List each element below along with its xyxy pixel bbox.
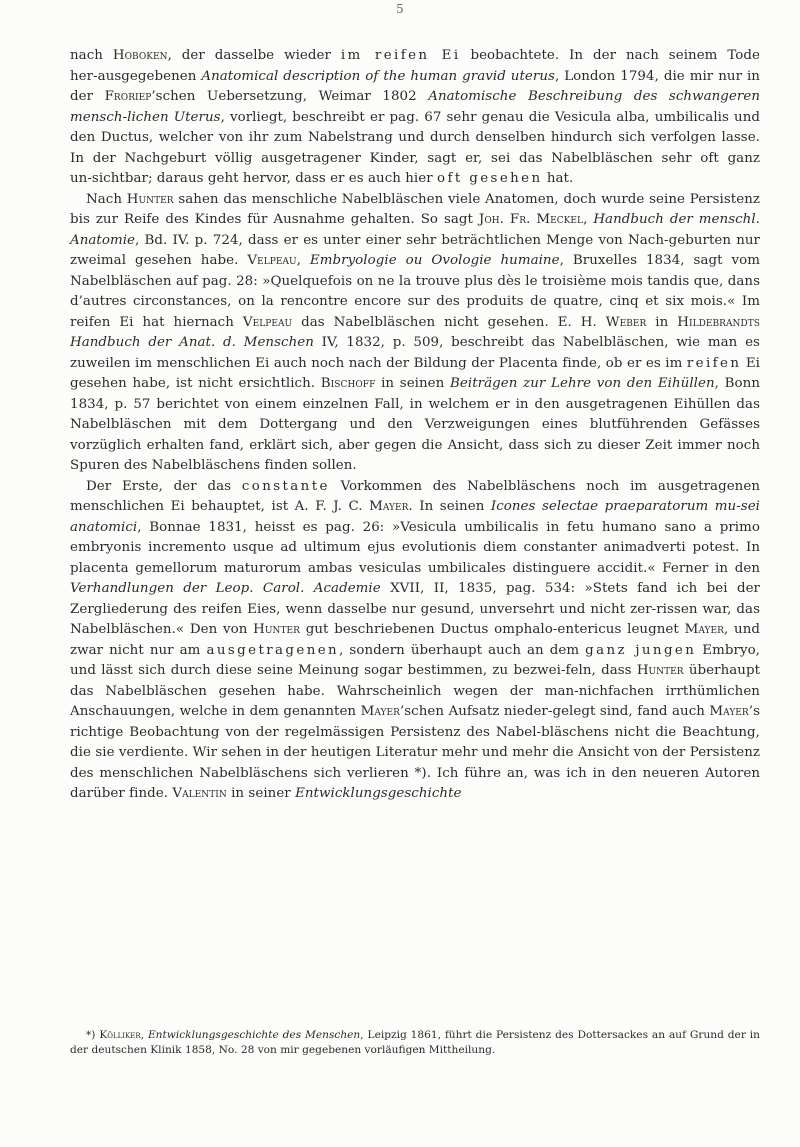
text-run: , Bruxelles 1834, sagt vom Nabelbläschen auf pag. 28: »Quelquefois on ne la trouve plus dès le troisième mois tandis que, dans d’autres circonstances, on la rencontre encore sur des produits de quatre, cinq et six mois.« Im reifen Ei hat hiernach xyxy=(70,253,760,330)
name-smallcaps: Mayer xyxy=(709,704,749,719)
name-smallcaps: Velpeau xyxy=(247,253,297,268)
text-run: Ei gesehen habe, ist nicht ersichtlich. xyxy=(70,355,760,391)
text-run: . In seinen xyxy=(408,499,491,514)
text-run: gut beschriebenen Ductus omphalo‑entericus leugnet xyxy=(299,622,685,637)
name-smallcaps: Bischoff xyxy=(320,376,376,391)
italic-text: Embryologie ou Ovologie humaine xyxy=(309,253,560,268)
name-smallcaps: Hildebrandts xyxy=(677,314,760,330)
italic-text: Entwicklungsgeschichte des Menschen xyxy=(147,1029,361,1041)
paragraph xyxy=(70,190,760,477)
italic-text: Verhandlungen der Leop. Carol. Academie xyxy=(70,581,381,596)
text-run: ’s richtige Beobachtung von der regelmässigen Persistenz des Nabel‑bläschens nicht die Beachtung, die sie verdiente. Wir sehen in der heutigen Literatur mehr und mehr die Ansicht von der Persistenz des menschlichen Nabelbläschens sich verlieren *). Ich führe an, was ich in den neueren Autoren darüber finde. xyxy=(70,704,760,801)
paragraph xyxy=(70,46,760,190)
name-smallcaps: Mayer xyxy=(369,499,409,514)
text-run: IV, 1832, p. 509, beschreibt das Nabelbläschen, wie man es zuweilen im menschlichen Ei auch noch nach der Bildung der Placenta finde, ob er es im xyxy=(70,335,760,371)
name-smallcaps: Weber xyxy=(605,314,647,330)
italic-text: Handbuch der Anat. d. Menschen xyxy=(70,335,314,350)
spaced-emphasis: ganz jungen xyxy=(585,642,697,658)
spaced-emphasis: reifen xyxy=(686,355,742,371)
text-run: , Bonnae 1831, heisst es pag. 26: »Vesicula umbilicalis in fetu humano sano a primo embryonis incremento usque ad ultimum ejus evolutionis diem constanter animadverti potest. In placenta gemellorum maturorum ambas vesiculas umbilicales distinguere accidit.« Ferner in den xyxy=(70,519,760,576)
name-smallcaps: Mayer xyxy=(684,622,724,637)
text-run: , xyxy=(583,212,594,227)
italic-text: Anatomische Beschreibung des schwangeren mensch‑lichen Uterus xyxy=(70,89,760,125)
name-smallcaps: Valentin xyxy=(172,786,227,801)
text-run: , vorliegt, beschreibt er pag. 67 sehr genau die Vesicula alba, umbilicalis und den Ductus, welcher von ihr zum Nabelstrang und durch denselben hindurch sich verfolgen lasse. In der Nachgeburt völlig ausgetragener Kinder, sagt er, sei das Nabelbläschen sehr oft ganz un‑sichtbar; daraus geht hervor, dass er es auch hier xyxy=(70,109,761,186)
text-run: Vorkommen des Nabelbläschens noch im ausgetragenen menschlichen Ei behauptet, ist A. F. J. C. xyxy=(70,478,760,514)
text-run: XVII, II, 1835, pag. 534: »Stets fand ich bei der Zergliederung des reifen Eies, wenn dasselbe nur gesund, unversehrt und nicht zer‑rissen war, das Nabelbläschen.« Den von xyxy=(70,581,760,637)
body-text xyxy=(70,46,760,805)
italic-text: Handbuch der menschl. Anatomie xyxy=(70,212,760,248)
name-smallcaps: Hoboken xyxy=(112,48,168,63)
text-run: , und zwar nicht nur am xyxy=(70,622,760,658)
text-run: sahen das menschliche Nabelbläschen viele Anatomen, doch wurde seine Persistenz bis zur Reife des Kindes für Ausnahme gehalten. So sagt xyxy=(70,191,760,227)
text-run: hat. xyxy=(542,171,574,186)
text-run: das Nabelbläschen nicht gesehen. E. H. xyxy=(292,314,606,330)
name-smallcaps: Mayer xyxy=(360,704,400,719)
footnote xyxy=(70,1028,760,1058)
text-run: , der dasselbe wieder xyxy=(167,48,341,63)
text-run: , xyxy=(140,1029,148,1041)
text-run: Nach xyxy=(86,191,127,207)
paragraph xyxy=(70,477,760,805)
spaced-emphasis: im reifen Ei xyxy=(340,48,461,63)
text-run: ’schen Uebersetzung, Weimar 1802 xyxy=(151,89,429,104)
text-run: *) xyxy=(86,1029,100,1041)
name-smallcaps: Hunter xyxy=(636,663,684,678)
name-smallcaps: Hunter xyxy=(126,191,174,207)
spaced-emphasis: constante xyxy=(241,478,330,494)
text-run: Embryo, und lässt sich durch diese seine Meinung sogar bestimmen, zu bezwei‑feln, dass xyxy=(70,642,760,678)
text-run: , xyxy=(296,253,310,268)
text-run: nach xyxy=(70,48,113,63)
text-run: in seiner xyxy=(226,786,296,801)
text-run: , Leipzig 1861, führt die Persistenz des Dottersackes an auf Grund der in der deutschen Klinik 1858, No. 28 von mir gegebenen vorläufigen Mittheilung. xyxy=(70,1029,760,1056)
spaced-emphasis: ausgetragenen xyxy=(206,642,340,658)
name-smallcaps: Hunter xyxy=(253,622,300,637)
italic-text: Beiträgen zur Lehre von den Eihüllen xyxy=(450,376,715,391)
italic-text: Entwicklungsgeschichte xyxy=(295,786,462,801)
text-run: , Bd. IV. p. 724, dass er es unter einer sehr beträchtlichen Menge von Nach‑geburten nur zweimal gesehen habe. xyxy=(70,232,760,268)
text-run: in seinen xyxy=(375,376,451,391)
text-run: , sondern überhaupt auch an dem xyxy=(339,642,586,658)
text-run: Der Erste, der das xyxy=(86,478,242,494)
name-smallcaps: Kölliker xyxy=(99,1029,141,1041)
name-smallcaps: Froriep xyxy=(104,89,152,104)
text-run: ’schen Aufsatz nieder‑gelegt sind, fand auch xyxy=(399,704,710,719)
italic-text: Anatomical description of the human gravid uterus xyxy=(201,68,555,84)
spaced-emphasis: oft gesehen xyxy=(437,171,543,186)
italic-text: Icones selectae praeparatorum mu‑sei anatomici xyxy=(70,499,761,535)
text-run: , London 1794, die mir nur in der xyxy=(70,68,760,104)
text-run: in xyxy=(646,314,678,330)
text-run: , Bonn 1834, p. 57 berichtet von einem einzelnen Fall, in welchem er in den ausgetragenen Eihüllen das Nabelbläschen mit dem Dottergang und den Verzweigungen eines blutführenden Gefässes vorzüglich erhalten fand, erklärt sich, aber gegen die Ansicht, dass sich zu dieser Zeit immer noch Spuren des Nabelbläschens finden sollen. xyxy=(70,376,760,473)
name-smallcaps: Joh. Fr. Meckel xyxy=(478,212,584,227)
text-run: beobachtete. In der nach seinem Tode her‑ausgegebenen xyxy=(70,48,760,84)
name-smallcaps: Velpeau xyxy=(242,314,293,330)
page-number: 5 xyxy=(396,2,404,16)
text-run: überhaupt das Nabelbläschen gesehen habe. Wahrscheinlich wegen der man‑nichfachen irrthümlichen Anschauungen, welche in dem genannten xyxy=(70,663,760,719)
